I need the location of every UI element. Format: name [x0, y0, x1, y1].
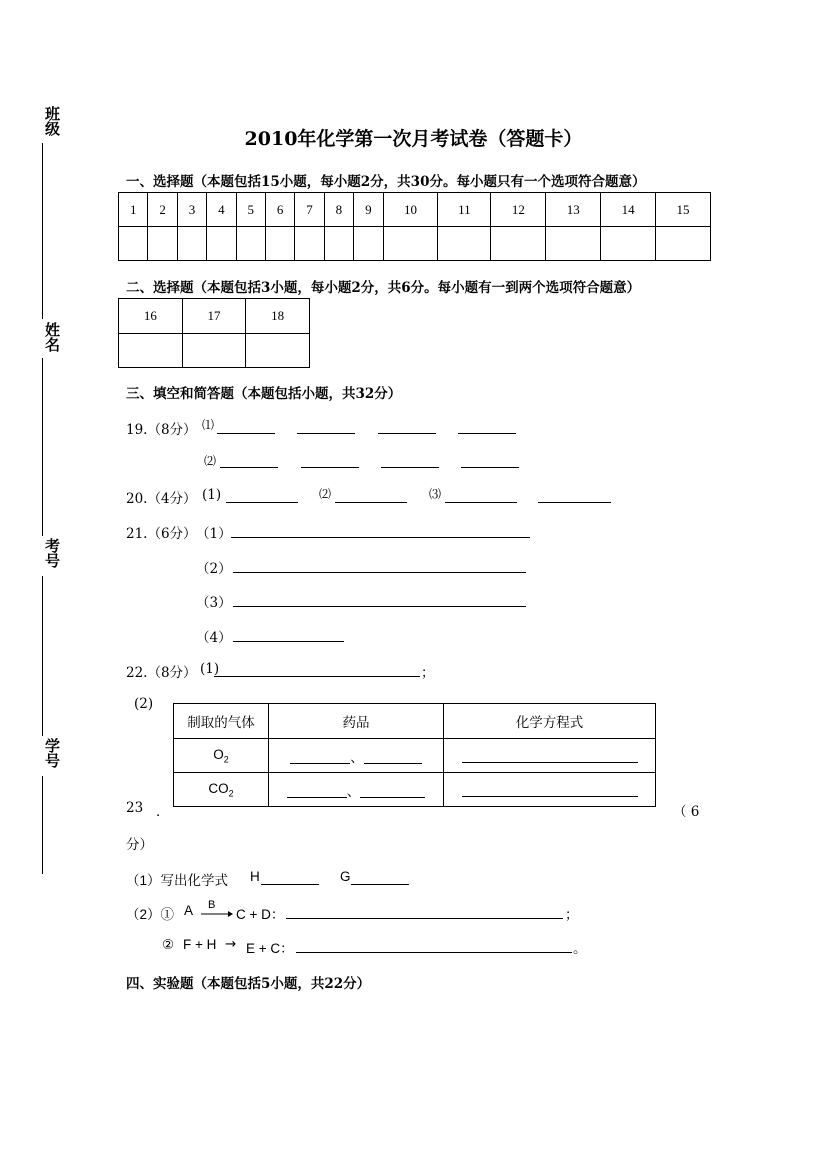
margin-line — [42, 776, 43, 874]
answer-blank[interactable] — [458, 433, 516, 434]
answer-cell[interactable] — [601, 227, 656, 261]
answer-grid-2 — [118, 298, 310, 368]
gas-formula: O — [213, 746, 224, 762]
question-number-cell: 10 — [383, 193, 438, 227]
answer-blank[interactable] — [461, 467, 519, 468]
answer-blank[interactable] — [261, 884, 319, 885]
q22-part2-label: (2) — [134, 696, 154, 712]
answer-cell[interactable] — [207, 227, 236, 261]
q21-part1-label: （1） — [196, 526, 232, 542]
gas-table-row — [174, 739, 656, 773]
answer-blank[interactable] — [214, 676, 420, 677]
q19-label: 19.（8分） — [126, 422, 197, 438]
answer-blank[interactable] — [233, 572, 526, 573]
question-number-cell: 3 — [177, 193, 206, 227]
answer-cell[interactable] — [491, 227, 546, 261]
section-2-heading: 二、选择题（本题包括3小题，每小题2分，共6分。每小题有一到两个选项符合题意） — [126, 280, 641, 296]
margin-line — [42, 576, 43, 736]
answer-cell[interactable] — [295, 227, 324, 261]
q23-eq2-arrow: → — [225, 936, 237, 952]
reaction-arrow-icon — [201, 909, 233, 919]
q20-part3-label: ⑶ — [429, 487, 442, 501]
gas-table-header: 药品 — [269, 704, 444, 739]
answer-blank[interactable] — [301, 467, 359, 468]
margin-label-class: 班级 — [43, 106, 61, 136]
question-number-cell: 13 — [546, 193, 601, 227]
q23-h-label: H — [250, 869, 260, 884]
q22-semicolon: ； — [421, 665, 435, 681]
q22-part1-label: (1) — [200, 661, 220, 677]
answer-grid-number-row — [119, 193, 711, 227]
answer-blank[interactable] — [351, 884, 409, 885]
answer-blank[interactable] — [445, 502, 517, 503]
answer-grid-number-row — [119, 299, 310, 334]
q23-eq2-number: ② — [162, 937, 175, 952]
question-number-cell: 14 — [601, 193, 656, 227]
q23-eq2-end: 。 — [573, 941, 587, 957]
q19-part2-label: ⑵ — [204, 454, 217, 468]
q23-label: 23 — [126, 800, 144, 816]
question-number-cell: 16 — [119, 299, 183, 334]
q23-g-label: G — [340, 869, 351, 884]
gas-table-header: 化学方程式 — [444, 704, 656, 739]
answer-blank[interactable] — [381, 467, 439, 468]
q20-label: 20.（4分） — [126, 491, 197, 507]
reagent-separator: 、 — [350, 749, 364, 765]
gas-formula: CO — [208, 780, 229, 796]
reagent-separator: 、 — [346, 783, 361, 799]
answer-blank[interactable] — [462, 750, 638, 763]
answer-grid-1 — [118, 192, 711, 261]
question-number-cell: 2 — [148, 193, 177, 227]
answer-blank[interactable] — [233, 641, 344, 642]
answer-cell[interactable] — [265, 227, 294, 261]
q23-eq1-left: A — [184, 903, 194, 918]
answer-cell[interactable] — [177, 227, 206, 261]
answer-blank[interactable] — [287, 785, 347, 798]
margin-line — [42, 143, 43, 319]
section-1-heading: 一、选择题（本题包括15小题，每小题2分，共30分。每小题只有一个选项符合题意） — [126, 174, 646, 190]
margin-label-name: 姓名 — [43, 322, 61, 352]
answer-blank[interactable] — [217, 433, 275, 434]
equation-cell[interactable] — [444, 739, 656, 773]
margin-label-student-no: 学号 — [43, 738, 61, 768]
question-number-cell: 1 — [119, 193, 148, 227]
answer-blank[interactable] — [233, 606, 526, 607]
question-number-cell: 15 — [656, 193, 711, 227]
margin-label-exam-no: 考号 — [43, 538, 61, 568]
answer-blank[interactable] — [226, 502, 298, 503]
gas-name-cell — [174, 773, 269, 807]
answer-cell[interactable] — [656, 227, 711, 261]
answer-blank[interactable] — [220, 467, 278, 468]
answer-blank[interactable] — [462, 784, 638, 797]
gas-table-header: 制取的气体 — [174, 704, 269, 739]
gas-formula-subscript: 2 — [228, 788, 234, 799]
question-number-cell: 7 — [295, 193, 324, 227]
answer-cell[interactable] — [148, 227, 177, 261]
question-number-cell: 17 — [182, 299, 246, 334]
section-3-heading: 三、填空和简答题（本题包括小题，共32分） — [126, 386, 402, 402]
answer-grid-answer-row — [119, 227, 711, 261]
gas-table-row — [174, 773, 656, 807]
answer-grid-answer-row — [119, 334, 310, 368]
gas-preparation-table — [173, 703, 656, 807]
page-title: 2010年化学第一次月考试卷（答题卡） — [244, 128, 583, 150]
q23-eq2-right: E + C： — [246, 941, 294, 956]
question-number-cell: 5 — [236, 193, 265, 227]
reagent-cell[interactable] — [269, 773, 444, 807]
answer-cell[interactable] — [324, 227, 353, 261]
question-number-cell: 11 — [438, 193, 491, 227]
equation-cell[interactable] — [444, 773, 656, 807]
answer-blank[interactable] — [297, 433, 355, 434]
answer-blank[interactable] — [364, 751, 422, 764]
q21-part3-label: （3） — [196, 595, 232, 611]
answer-cell[interactable] — [119, 334, 183, 368]
q23-eq1-end: ； — [565, 907, 579, 923]
q23-part1-label: （1）写出化学式 — [126, 873, 229, 888]
answer-blank[interactable] — [231, 537, 530, 538]
answer-blank[interactable] — [538, 502, 611, 503]
q23-eq1-condition: B — [208, 899, 216, 911]
answer-cell[interactable] — [119, 227, 148, 261]
section-4-heading: 四、实验题（本题包括5小题，共22分） — [126, 976, 371, 992]
answer-cell[interactable] — [246, 334, 310, 368]
answer-blank[interactable] — [296, 952, 572, 953]
question-number-cell: 12 — [491, 193, 546, 227]
question-number-cell: 18 — [246, 299, 310, 334]
q21-part2-label: （2） — [196, 561, 232, 577]
answer-cell[interactable] — [354, 227, 383, 261]
q19-part1-label: ⑴ — [202, 418, 215, 432]
q20-part1-label: (1) — [202, 487, 222, 503]
margin-line — [42, 358, 43, 536]
gas-name-cell — [174, 739, 269, 773]
answer-blank[interactable] — [360, 785, 425, 798]
q23-eq2-left: F + H — [183, 937, 217, 952]
q23-score-close: 分） — [126, 837, 153, 853]
question-number-cell: 4 — [207, 193, 236, 227]
answer-cell[interactable] — [182, 334, 246, 368]
q20-part2-label: ⑵ — [319, 487, 332, 501]
gas-formula-subscript: 2 — [223, 754, 229, 765]
q22-label: 22.（8分） — [126, 665, 197, 681]
gas-table-header-row — [174, 704, 656, 739]
answer-cell[interactable] — [236, 227, 265, 261]
answer-blank[interactable] — [286, 918, 563, 919]
answer-cell[interactable] — [438, 227, 491, 261]
question-number-cell: 9 — [354, 193, 383, 227]
question-number-cell: 8 — [324, 193, 353, 227]
answer-cell[interactable] — [546, 227, 601, 261]
q23-score-open: （ 6 — [673, 804, 700, 820]
q23-dot: ． — [156, 804, 170, 820]
q23-eq1-right: C + D： — [236, 907, 285, 922]
q23-part2-label: （2）① — [126, 907, 175, 922]
answer-blank[interactable] — [290, 751, 350, 764]
answer-blank[interactable] — [335, 502, 407, 503]
q21-part4-label: （4） — [196, 630, 232, 646]
reagent-cell[interactable] — [269, 739, 444, 773]
answer-blank[interactable] — [378, 433, 436, 434]
question-number-cell: 6 — [265, 193, 294, 227]
q21-label: 21.（6分） — [126, 526, 197, 542]
answer-cell[interactable] — [383, 227, 438, 261]
